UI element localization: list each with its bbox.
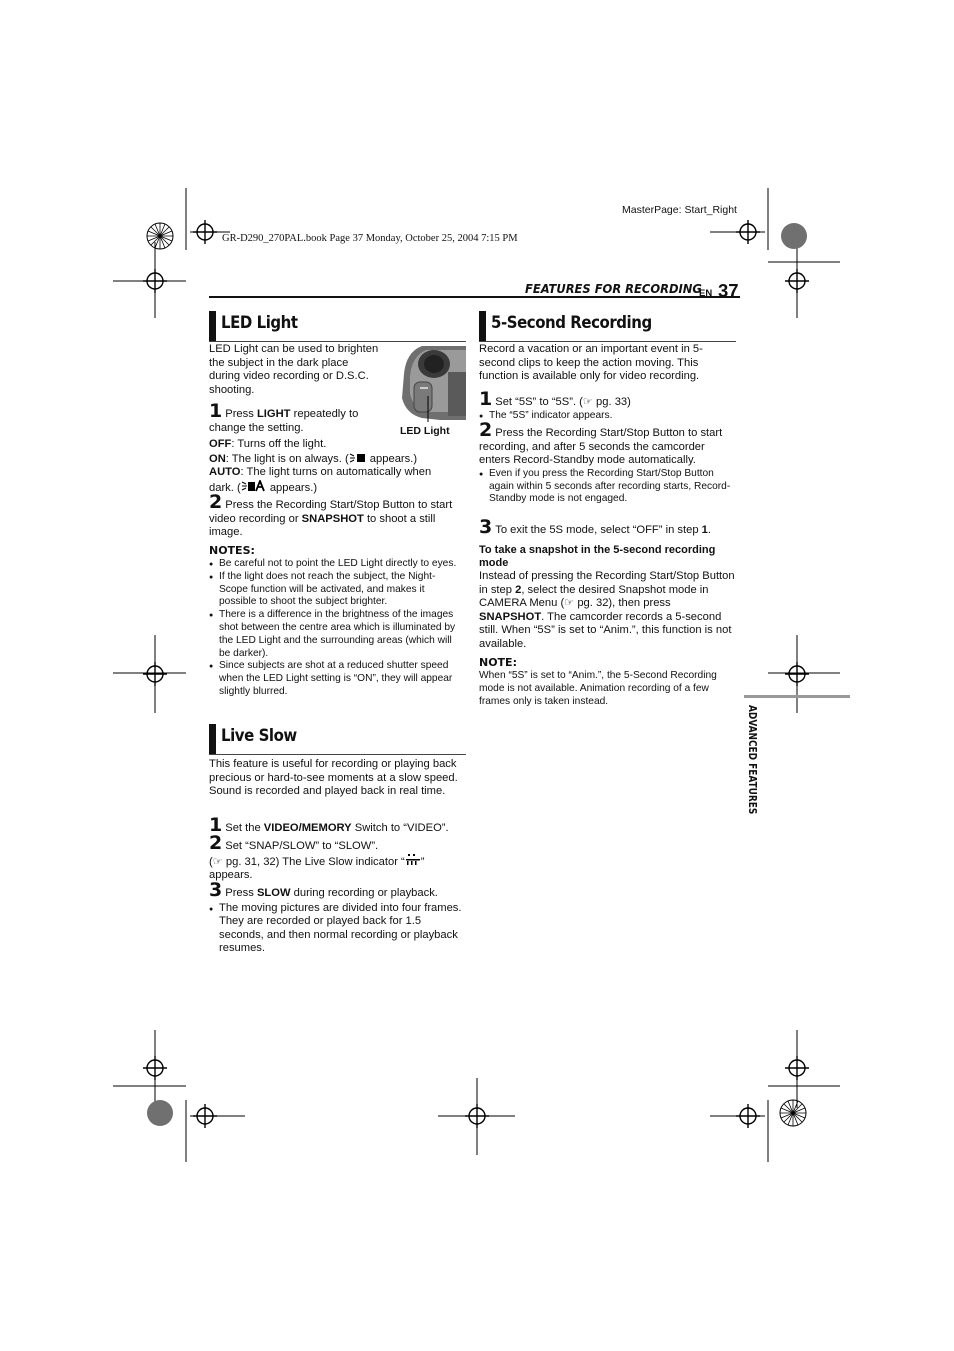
mode-off: OFF: Turns off the light. <box>209 438 327 450</box>
step-number: 3 <box>479 516 493 538</box>
fivesec-step-1: 1 Set “5S” to “5S”. (☞ pg. 33) ● The “5S” indicator appears. <box>479 392 734 422</box>
masterpage-label: MasterPage: Start_Right <box>622 204 737 216</box>
slow-step-2: 2 Set “SNAP/SLOW” to “SLOW”. (☞ pg. 31, 32) The Live Slow indicator “ ” appears. <box>209 832 425 882</box>
pointing-hand-icon: ☞ <box>212 855 223 868</box>
fivesec-intro: Record a vacation or an important event in 5-second clips to keep the action moving. This function is available only for video recording. <box>479 343 703 383</box>
step-number: 1 <box>209 400 223 422</box>
fivesec-note <box>479 652 735 708</box>
step-number: 1 <box>209 814 223 836</box>
led-image-caption: LED Light <box>400 425 450 437</box>
header-rule <box>209 296 740 298</box>
led-step-2: 2 Press the Recording Start/Stop Button to start video recording or SNAPSHOT to shoot a still image. <box>209 491 453 539</box>
mode-auto: AUTO: The light turns on automatically when dark. ( appears.) <box>209 466 432 494</box>
light-button-label: LIGHT <box>256 408 291 420</box>
light-on-icon <box>349 452 367 463</box>
slow-step-3: 3 Press SLOW during recording or playback. ● The moving pictures are divided into four frames. They are recorded or played back for 1.5 seconds, and then normal recording or playback resumes. <box>209 883 465 956</box>
step-number: 2 <box>209 491 223 513</box>
fivesec-step-3: 3 To exit the 5S mode, select “OFF” in step 1. <box>479 516 712 538</box>
fivesec-section-header <box>479 311 736 342</box>
language-label: EN <box>699 288 713 299</box>
side-tab <box>744 705 758 825</box>
light-auto-icon <box>241 480 267 492</box>
snapshot-subheading: To take a snapshot in the 5-second recording mode <box>479 544 716 569</box>
mode-on: ON: The light is on always. ( appears.) <box>209 452 418 465</box>
side-tab-label: ADVANCED FEATURES <box>746 705 758 815</box>
led-notes <box>209 538 461 699</box>
fivesec-step1-bullet: ● The “5S” indicator appears. <box>479 410 734 423</box>
running-header: FEATURES FOR RECORDING <box>525 281 702 296</box>
book-print-line: GR-D290_270PAL.book Page 37 Monday, October 25, 2004 7:15 PM <box>222 233 518 244</box>
slow-step-1: 1 Set the VIDEO/MEMORY Switch to “VIDEO”. <box>209 814 449 836</box>
snapshot-paragraph: Instead of pressing the Recording Start/Stop Button in step 2, select the desired Snapshot mode in CAMERA Menu (☞ pg. 32), then press SNAPSHOT. The camcorder records a 5-second still. When “5S” is set to “Anim.”, this function is not available. <box>479 570 735 650</box>
note-item: ● There is a difference in the brightness of the images shot between the centre area which is illuminated by the LED Light and the surrounding areas (which will be darker). <box>209 609 461 660</box>
note-item: ● Since subjects are shot at a reduced shutter speed when the LED Light setting is “ON”, they will appear slightly blurred. <box>209 660 461 698</box>
note-item: ● If the light does not reach the subject, the Night-Scope function will be activated, and makes it possible to shoot the subject brighter. <box>209 571 461 609</box>
notes-heading: NOTES: <box>209 544 255 557</box>
note-item: ● Be careful not to point the LED Light directly to eyes. <box>209 558 461 571</box>
note-text: When “5S” is set to “Anim.”, the 5-Second Recording mode is not available. Animation recording of a few frames only is taken instead. <box>479 670 717 707</box>
pointing-hand-icon: ☞ <box>582 396 593 408</box>
page-number: 37 <box>718 280 739 301</box>
led-modes <box>209 438 459 495</box>
step-number: 1 <box>479 388 493 410</box>
led-section-header <box>209 311 466 342</box>
camcorder-led-illustration <box>400 346 466 422</box>
fivesec-heading: 5-Second Recording <box>491 313 652 333</box>
slow-heading: Live Slow <box>221 726 297 746</box>
led-intro: LED Light can be used to brighten the subject in the dark place during video recording or D.S.C. shooting. <box>209 343 379 396</box>
live-slow-icon <box>405 854 421 865</box>
led-step-1: 1 Press LIGHT repeatedly to change the setting. <box>209 400 359 434</box>
note-heading: NOTE: <box>479 656 517 669</box>
fivesec-step2-bullet: ● Even if you press the Recording Start/Stop Button again within 5 seconds after recording starts, Record-Standby mode is not engaged. <box>479 468 734 506</box>
side-tab-bar <box>744 695 850 698</box>
slow-bullet: ● The moving pictures are divided into four frames. They are recorded or played back for 1.5 seconds, and then normal recording or playback resumes. <box>209 902 465 956</box>
step-number: 3 <box>209 879 223 901</box>
led-heading: LED Light <box>221 313 298 333</box>
pointing-hand-icon: ☞ <box>564 597 575 610</box>
fivesec-step-2: 2 Press the Recording Start/Stop Button to start recording, and after 5 seconds the camcorder enters Record-Standby mode automatically. ● Even if you press the Recording Start/Stop Button again within 5 seconds after recording starts, Record-Standby mode is not engaged. <box>479 423 734 506</box>
slow-section-header <box>209 724 466 755</box>
slow-intro: This feature is useful for recording or playing back precious or hard-to-see moments at a slow speed. Sound is recorded and played back in real time. <box>209 758 458 798</box>
step-number: 2 <box>209 832 223 854</box>
fivesec-snapshot-block <box>479 536 735 652</box>
step-number: 2 <box>479 419 493 441</box>
